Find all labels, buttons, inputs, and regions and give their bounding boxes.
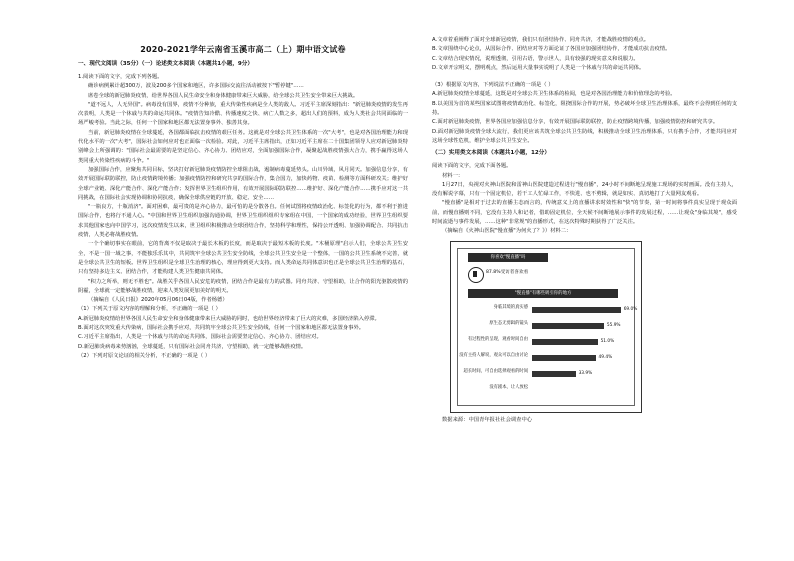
bar	[532, 307, 621, 313]
bar-row	[458, 353, 634, 363]
bar-row	[458, 304, 638, 315]
paragraph: D.文章开宗明义，摆明观点，然后运用大量事实说明了人类是一个休戚与共的命运共同体。	[432, 64, 645, 71]
bar-value-label: 51.0%	[600, 338, 615, 344]
question-2-options	[432, 36, 737, 73]
paragraph: B.面对这次突发重大传染病，国际社会携手应对，共同筑牢全球公共卫生安全防线，任何一个国家和地区都无法置身事外。	[78, 325, 365, 332]
bar-row	[458, 369, 634, 379]
thumbs-up-icon	[468, 267, 484, 283]
bar-label: 没有剧本，让人放松	[489, 384, 528, 390]
bar-value-label: 33.9%	[578, 370, 593, 376]
survey-chart	[450, 241, 642, 413]
paragraph: 加强国际合作，应聚焦共同目标，坚决打好新冠肺炎疫情防控全球阻击战，遏制病毒蔓延势头。山川异域，风月同天。加强信息分享，有效开展国际联防联控，防止疫情跨境传播；加强疫情防控和研究共享的国际合作，集合国力，加快药物、疫苗、检测等方面科研攻关；维护好全球产业链、深化产能合作、深化产能合作；发挥世界卫生组织作用，有效开展国际联防联控……维护好、深化产能合作……携手应对这一共同挑战，在国际社会实现协调和协同抗疫，确保全球供应链的开放、稳定、安全……	[78, 166, 408, 201]
question-intro: 1.阅读下面的文字，完成下列各题。	[78, 74, 163, 80]
section-heading-1: 一、现代文阅读（35分）（一）论述类文本阅读（本题共1小题，9分）	[78, 61, 253, 67]
question-3: （3）根据原文内容，下列说法不正确的一项是（ ）	[432, 82, 554, 89]
chart-banner-2: "慢直播"有哪些吸引你的地方	[468, 289, 618, 298]
bar-value-label: 55.9%	[606, 322, 621, 328]
paragraph: B.以美国为首的某些国家试图将疫情政治化、标签化，阻挠国际合作的开展，势必破坏全球卫生治理体系，最终不会得到任何的支持。	[432, 100, 737, 117]
bar-row	[458, 337, 634, 347]
bar-row	[458, 321, 634, 331]
chart-banner-1-text: 87.8%受访者喜欢看	[486, 269, 529, 275]
bar	[532, 323, 604, 329]
bar	[532, 355, 596, 361]
paragraph: 一个个确切事实在眼前，它的背离不仅是取决于最长木板的长度，而是取决于最短木板的长度。"木桶原理"启示人们，全球公共卫生安全，不是一国一域之事，不能独乐乐其中，共同筑牢全球公共卫生安全防线，全球公共卫生安全是一个整体，一国的公共卫生系统不完善，就是全球公共卫生的短板。世界卫生组织是全球卫生治理的核心，理应得到更大支持。而人类命运共同体意识也正是全球公共卫生治理的基石，只有坚持多边主义、团结合作，才能构建人类卫生健康共同体。	[78, 241, 408, 276]
paragraph: 席卷全球的新冠肺炎疫情，给世界各国人民生命安全和身体健康带来巨大威胁，给全球公共卫生安全带来巨大挑战。	[88, 92, 359, 99]
paragraph: （摘编自《火神山医院"慢直播"为何火了？》）材料二：	[442, 228, 572, 235]
section-heading-2: （二）实用类文本阅读（本题共1小题，12分）	[432, 150, 550, 157]
bar	[532, 339, 598, 345]
bar-label: 有过程性的呈现，观看时间自由	[467, 336, 528, 342]
paragraph: 确诊病例累计超300万，波及200多个国家和地区，许多国际交流往活动被按下"暂停键"……	[88, 83, 304, 90]
paragraph: "慢直播"是相对于过去的直播主态而言的，传统意义上的直播讲求时效性和"快"的节奏，第一时间将事件真实呈现于观众面前，而慢直播则不同，它没有主持人和记者，借助固定机位，全天候不间断地展示事件的发展过程，……让观众"身临其境"，感受时间流逝与事件发展，……这种"非常规"的直播形式，在这次特殊时期获得了广泛关注。	[432, 200, 737, 226]
bar-value-label: 69.0%	[623, 306, 638, 312]
right-column	[432, 0, 737, 561]
paragraph: C.习近平主席指出，人类是一个休戚与共的命运共同体，国际社会需要坚定信心、齐心协力、团结应对。	[78, 334, 322, 341]
paragraph: C.面对新冠肺炎疫情，世界各国应加强信息分享，有效开展国际联防联控，防止疫情跨境传播，加强疫情防控和研究共享。	[432, 119, 719, 126]
bar-row	[458, 385, 634, 395]
paragraph: A.文章着重阐释了面对全球新冠疫情，我们只有团结协作、同舟共济，才能战胜疫情的观点。	[432, 37, 650, 43]
question-intro-2: 阅读下面的文字，完成下面各题。	[432, 163, 512, 170]
page-title: 2020-2021学年云南省玉溪市高二（上）期中语文试卷	[140, 45, 346, 54]
passage-source: （摘编自《人民日报》2020年05月06日04版，作者杨德）	[88, 297, 228, 304]
paragraph: C.文章结合现实情况，说理透彻，引用古语，警示世人，具有较强的现实意义和说服力。	[432, 55, 639, 62]
paragraph: "积力之所举，则无不胜也"。战胜关乎各国人民安危的疫情，团结合作是最有力的武器。同舟共济、守望相助，让合作的阳光驱散疫情的阴霾，全球就一定能够战胜疫情，迎来人类发展更加美好的明天。	[78, 278, 408, 294]
question-1: （1）下列关于原文内容的理解和分析，不正确的一项是（ ）	[78, 306, 221, 313]
left-column	[78, 0, 408, 561]
passage	[78, 82, 408, 296]
question-3-options	[432, 90, 737, 146]
bar-value-label: 49.4%	[598, 354, 613, 360]
bar-label: 身临其境的真实感	[493, 304, 528, 310]
chart-frame	[457, 248, 638, 406]
question-1-options	[78, 315, 408, 352]
bar-label: 没有主持人解说，观众可以自由讨论	[459, 352, 528, 358]
question-2: （2）下列对原文论证的相关分析，不正确的一项是（ ）	[78, 352, 211, 359]
paragraph: D.面对新冠肺炎疫情全球大流行，我们更应该共筑全球公共卫生防线，积极推动全球卫生治理体系，只有携手合作，才能共同应对这场全球性危机，维护全球公共卫生安全。	[432, 128, 737, 144]
paragraph: D.新冠肺炎病毒来势汹汹，全球蔓延，只有国际社会同舟共济，守望相助，就一定能够战胜疫情。	[78, 343, 307, 350]
bar	[532, 371, 576, 377]
paragraph: A.新冠肺炎疫情给世界各国人民生命安全和身体健康带来巨大威胁的同时，也给世界经济带来了巨大的灾难，多国经济陷入停滞。	[78, 315, 380, 322]
chart-banner-1: 你喜欢"慢直播"吗	[468, 253, 548, 262]
chart-source: 数据来源：中国青年报社社会调查中心	[442, 416, 533, 423]
material-1	[432, 181, 737, 237]
paragraph: 当前，新冠肺炎疫情在全球蔓延，各国都面临抗击疫情的艰巨任务。这就是对全球公共卫生体系的一次"大考"，也是对各国治理能力和现代化水平的一次"大考"，国际社会如何应对也正面临一次检验。对此，习近平主席指出，正如习近平主席在二十国集团领导人应对新冠肺炎特别峰会上所强调的："国际社会最需要的是坚定信心、齐心协力、团结应对，全面加强国际合作，凝聚起战胜疫情强大合力，携手赢得这场人类同重大传染性疾病的斗争。"	[78, 129, 408, 164]
paragraph: "一瓶良方，十瓶消济"。面对困难，最可贵的是齐心协力，最可怕的是分散各自。任何试图将疫情政治化、标签化的行为，都不利于推进国际合作，也将行不通人心。"中国和世界卫生组织加强沟通协调，世界卫生组织组织专家组在中国，一个国家的成功经验，世界卫生组织要求其他国家也向中国学习，这次疫情发生以来，世卫组织积极推动全球团结合作，坚持科学和理性，保持公开透明、加强协调配合、共同抗击疫情，人类必将战胜疫情。	[78, 204, 408, 239]
paragraph: B.文章围绕中心论点，从国际合作、团结应对等方面论证了各国应加强团结协作，才能成功抗击疫情。	[432, 46, 671, 53]
paragraph: 1月27日，央视对火神山医院和雷神山医院建造过程进行"慢直播"，24小时不间断地呈现施工现场的实时画面。没有主持人，没有解说字幕，只有一个固定机位，若干工人忙碌工作，不快进、也不剪辑，就是如实、真切地打了大量网友观看。	[432, 181, 737, 198]
bar-label: 超长时间，可自由选择观看的时间	[463, 368, 528, 374]
paragraph: "道不远人，人无异国"。病毒没有国界，疫情不分种族，重大传染性疾病是全人类的敌人。习近平主席深刻指出："新冠肺炎疫情的发生再次表明，人类是一个休戚与共的命运共同体。"疫情告知冷酷、传播速度之快、病亡人数之多，超出人们的预料，成为人类社会共同面临的一场严峻考验。当此之际，任何一个国家和地区都无法置身事外、独善其身。	[78, 101, 408, 127]
paragraph: A.新冠肺炎疫情全球蔓延，这既是对全球公共卫生体系的检阅，也是对各国治理能力和价值理念的考验。	[432, 91, 676, 98]
bar-label: 原生态无剪辑的镜头	[489, 320, 528, 326]
material-1-head: 材料一：	[442, 172, 464, 179]
